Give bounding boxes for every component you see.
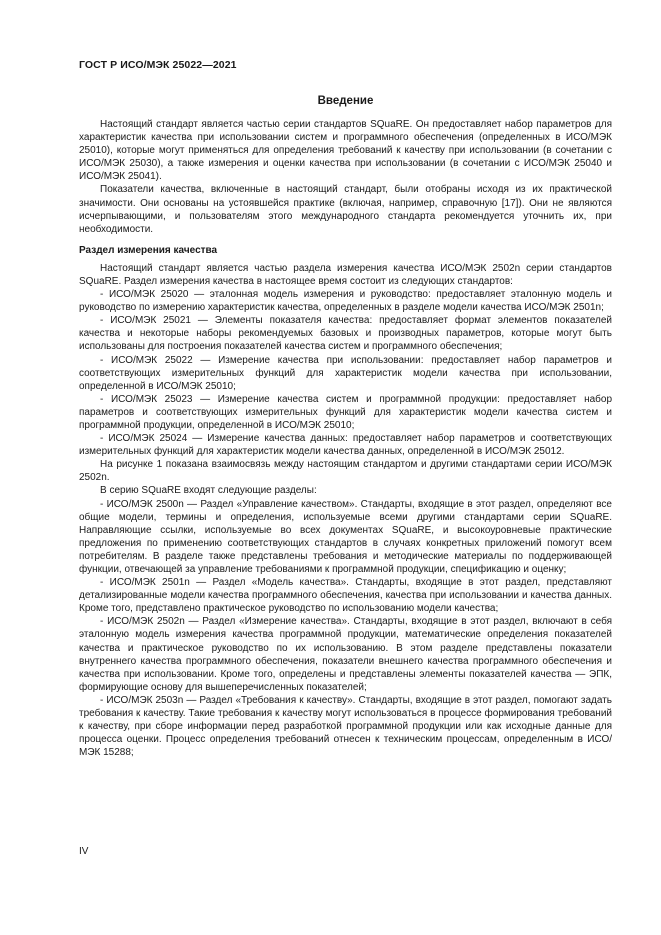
list-item: - ИСО/МЭК 2502n — Раздел «Измерение качества». Стандарты, входящие в этот раздел, включают в себя эталонную модель измерения качества программной продукции, математические определения показателей качества и практическое руководство по их использованию. В этом разделе представлены показатели внутреннего качества программного обеспечения, показатели внешнего качества программного обеспечения и качества при использовании. Кроме того, определены и представлены элементы показателей качества — ЭПК, формирующие основу для вышеперечисленных показателей; <box>79 616 612 693</box>
section-paragraph: Настоящий стандарт является частью раздела измерения качества ИСО/МЭК 2502n серии стандартов SQuaRE. Раздел измерения качества в настоящее время состоит из следующих стандартов: <box>79 262 612 287</box>
list-item: - ИСО/МЭК 2503n — Раздел «Требования к качеству». Стандарты, входящие в этот раздел, помогают задать требования к качеству. Такие требования к качеству могут использоваться в процессе формирования требований к качеству, при сборе информации перед разработкой программной продукции или как исходные данные для процесса оценки. Процесс определения требований отнесен к техническим процессам, определенным в ИСО/МЭК 15288; <box>79 694 612 759</box>
list-item: - ИСО/МЭК 25020 — эталонная модель измерения и руководство: предоставляет эталонную модель и руководство по измерению характеристик качества, определенных в разделе модели качества ИСО/МЭК 2501n; <box>79 289 612 314</box>
intro-paragraph: Настоящий стандарт является частью серии стандартов SQuaRE. Он предоставляет набор параметров для характеристик качества при использовании систем и программного обеспечения (определенных в ИСО/МЭК 25010), которые могут применяться для определения требований к качеству при использовании (в сочетании с ИСО/МЭК 25030), а также измерения и оценки качества при использовании (в сочетании с ИСО/МЭК 25040 и ИСО/МЭК 25041). <box>79 119 612 183</box>
list-item: - ИСО/МЭК 25024 — Измерение качества данных: предоставляет набор параметров и соответствующих измерительных функций для характеристик модели качества данных, определенной в ИСО/МЭК 25012. <box>79 433 612 458</box>
page-title: Введение <box>317 95 374 107</box>
section-paragraph: На рисунке 1 показана взаимосвязь между настоящим стандартом и другими стандартами серии ИСО/МЭК 2502n. <box>79 459 612 484</box>
document-header: ГОСТ Р ИСО/МЭК 25022—2021 <box>79 59 237 71</box>
list-item: - ИСО/МЭК 25023 — Измерение качества систем и программной продукции: предоставляет набор параметров и соответствующих измерительных функций для характеристик модели качества систем и программной продукции, определенной в ИСО/МЭК 25010; <box>79 393 612 431</box>
section-heading: Раздел измерения качества <box>79 244 218 256</box>
list-item: - ИСО/МЭК 2500n — Раздел «Управление качеством». Стандарты, входящие в этот раздел, определяют все общие модели, термины и определения, используемые всеми другими стандартами серии SQuaRE. Направляющие ссылки, используемые во всех документах SQuaRE, и высокоуровневые практические предложения по применению соответствующих стандартов в случаях конкретных приложений помогут всем потребителям. В разделе также представлены требования и методические материалы по поддерживающей функции, отвечающей за управление требованиями к программной продукции, спецификацию и оценку; <box>79 498 612 575</box>
intro-paragraph: Показатели качества, включенные в настоящий стандарт, были отобраны исходя из их практической значимости. Они основаны на устоявшейся практике (включая, например, справочную [17]). Они не являются исчерпывающими, и пользователям этого международного стандарта рекомендуется уточнить их, при необходимости. <box>79 184 612 235</box>
list-item: - ИСО/МЭК 25022 — Измерение качества при использовании: предоставляет набор параметров и соответствующих измерительных функций для характеристик модели качества при использовании, определенной в ИСО/МЭК 25010; <box>79 354 612 392</box>
section-paragraph: В серию SQuaRE входят следующие разделы: <box>100 485 317 497</box>
page-number: IV <box>79 846 89 857</box>
list-item: - ИСО/МЭК 25021 — Элементы показателя качества: предоставляет формат элементов показателей качества и некоторые наборы рекомендуемых базовых и производных параметров, которые могут быть использованы для построения показателей качества систем и программного обеспечения; <box>79 315 612 353</box>
list-item: - ИСО/МЭК 2501n — Раздел «Модель качества». Стандарты, входящие в этот раздел, представляют детализированные модели качества программного обеспечения, качества при использовании и качества данных. Кроме того, представлено практическое руководство по использованию модели качества; <box>79 577 612 615</box>
